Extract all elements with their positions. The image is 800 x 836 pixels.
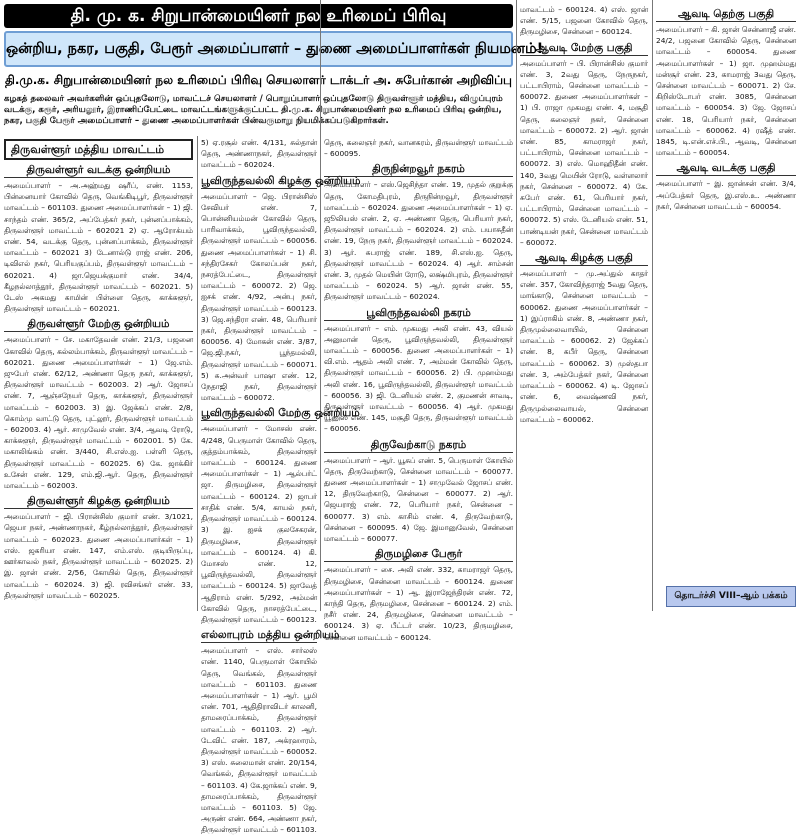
- section-heading: பூவிருந்தவல்லி கிழக்கு ஒன்றியம்: [201, 174, 361, 187]
- section-body: அமைப்பாளர் – பி. பிரான்சிஸ் குமார் எண். 3, 2வது தெரு, நேருநகர், பட்டாபிராம், சென்னை மாவட்டம் – 600072. துணை அமைப்பாளர்கள் – 1) பி. ராஜா முகமது எண். 4, மசூதி தெரு, கலைஞர் நகர், சென்னை மாவட்டம் – 600072. 2) ஆர். ஜான் எண். 85, காமராஜர் நகர், பட்டாபிராம், சென்னை மாவட்டம் – 600072. 3) எஸ். மொஹிதீன் எண். 140, 3வது மெயின் ரோடு, வள்ளலார் நகர், சென்னை – 600072. 4) கே. சுபேர் எண். 61, பெரியார் நகர், பட்டாபிராம், சென்னை மாவட்டம் – 600072. 5) எஸ். டேனியல் எண். 51, பாண்டியன் நகர், சென்னை மாவட்டம் – 600072.: [520, 58, 648, 247]
- column-2: [201, 137, 361, 835]
- headline: ஒன்றிய, நகர, பகுதி, பேரூர் அமைப்பாளர் – துணை அமைப்பாளர்கள் நியமனம்!: [4, 31, 513, 67]
- section-heading: திருவள்ளூர் வடக்கு ஒன்றியம்: [4, 163, 193, 178]
- section-heading: ஆவடி கிழக்கு பகுதி: [520, 251, 648, 266]
- section-body: அமைப்பாளர் – ஜெ. பிரான்சிஸ் சேவியர் எண். 7, பொன்னியம்மன் கோவில் தெரு, பாரிவாக்கம், பூவிருந்தவல்லி, திருவள்ளூர் மாவட்டம் – 600056. துணை அமைப்பாளர்கள் – 1) சி. சந்திரசேகர் கோலப்பன் நகர், நசரத்பேட்டை, திருவள்ளூர் மாவட்டம் – 600072. 2) ஜெ. ஐசக் எண். 4/92, அன்பு நகர், திருவள்ளூர் மாவட்டம் – 600123. 3) ஜெ.சந்திரா எண். 48, பெரியார் நகர், திருவள்ளூர் மாவட்டம் – 600056. 4) மோகன் எண். 3/87, ஜெ.ஜி.நகர், பூந்தமல்லி, திருவள்ளூர் மாவட்டம் – 600071. 5) சு.அன்வர் பாஷா எண். 12, நேதாஜி நகர், திருவள்ளூர் மாவட்டம் – 600072.: [201, 191, 317, 403]
- section-body: அமைப்பாளர் – ஆர். யூசுப் எண். 5, பெருமாள் கோயில் தெரு, திருவேற்காடு, சென்னை மாவட்டம் – 600077. துணை அமைப்பாளர்கள் – 1) சாமுவேல் ஜோசப் எண். 12, திருவேற்காடு, சென்னை – 600077. 2) ஆர். ஜெயராஜ் எண். 72, பெரியார் நகர், சென்னை – 600077. 3) எம். காசிம் எண். 4, திருவேற்காடு, சென்னை – 600095. 4) ஜே. இமானுவேல், சென்னை மாவட்டம் – 600077.: [324, 455, 513, 544]
- column-divider: [516, 0, 517, 611]
- section-body: அமைப்பாளர் – எம். முகமது அலி எண். 43, வியல் அனுமான் தெரு, பூவிருந்தவல்லி, திருவள்ளூர் மாவட்டம் – 600056. துணை அமைப்பாளர்கள் – 1) வி.எம். ஆதம் அலி எண். 7, அம்மன் கோவில் தெரு, திருவள்ளூர் மாவட்டம் – 600056. 2) பி. முஹம்மது அலி எண். 16, பூவிருந்தவல்லி, திருவள்ளூர் மாவட்டம் – 600056. 3) ஜி. டேனியல் எண். 2, குமணன் சாவடி, திருவள்ளூர் மாவட்டம் – 600056. 4) ஆர். முகமது யூனுஸ் எண். 145, மசூதி தெரு, திருவள்ளூர் மாவட்டம் – 600056.: [324, 323, 513, 434]
- section-body: அமைப்பாளர் – ஜி. பிரான்சிஸ் குமார் எண். 3/1021, ஜெயா நகர், அண்ணாநகர், கீழ்நல்லாத்தூர், திருவள்ளூர் மாவட்டம் – 602023. துணை அமைப்பாளர்கள் – 1) எஸ். ஜகரியா எண். 147, எம்.எஸ். குடியிருப்பு, ஊர்காவல் நகர், திருவள்ளூர் மாவட்டம் – 602025. 2) இ. ஜான் எண். 2/56, கோயில் தெரு, திருவள்ளூர் மாவட்டம் – 602024. 3) ஜி. ரவிசங்கர் எண். 33, திருவள்ளூர் மாவட்டம் – 602025.: [4, 512, 193, 600]
- section-heading: திருமழிசை பேரூர்: [324, 547, 513, 562]
- section-heading: ஆவடி தெற்கு பகுதி: [656, 7, 796, 22]
- section-heading: பூவிருந்தவல்லி நகரம்: [324, 306, 513, 321]
- column-4: [520, 4, 648, 607]
- section-body: அமைப்பாளர் – மு.அப்துல் காதர் எண். 357, கோவிந்தராஜ் 5வது தெரு, மாங்காடு, சென்னை மாவட்டம் – 600062. துணை அமைப்பாளர்கள் – 1) இப்ராகிம் எண். 8, அண்ணா நகர், திருமுல்லைவாயில், சென்னை மாவட்டம் – 600062. 2) ஜேக்கப் எண். 8, கபீர் தெரு, சென்னை மாவட்டம் – 600062. 3) முஸ்தபா எண். 3, அம்பேத்கர் நகர், சென்னை மாவட்டம் – 600062. 4) டி. ஜோசப் எண். 6, வைஷ்ணவி நகர், திருமுல்லைவாயல், சென்னை மாவட்டம் – 600062.: [520, 269, 648, 424]
- section-body: அமைப்பாளர் – கி. ஜான் சென்னாஜீ எண். 24/2, பஜனை கோவில் தெரு, சென்னை மாவட்டம் – 600054. துணை அமைப்பாளர்கள் – 1) ஜா. முஹம்மது மன்சூர் எண். 23, காமராஜ் 3வது தெரு, சென்னை மாவட்டம் – 600071. 2) சே. கிறிஸ்டோபர் எண். 3085, சென்னை மாவட்டம் – 600054. 3) ஜே. ஜோசப் எண். 18, பெரியார் நகர், சென்னை மாவட்டம் – 600062. 4) ரஷீத் எண். 1845, டி.என்.எச்.பி., ஆவடி, சென்னை மாவட்டம் – 600054.: [656, 25, 796, 158]
- section-body: 5) ஏ.ரசூல் எண். 4/131, சுல்தான் தெரு, அண்ணாநகர், திருவள்ளூர் மாவட்டம் – 602024.: [201, 138, 317, 170]
- page-title: தி. மு. க. சிறுபான்மையினர் நல உரிமைப் பிரிவு: [4, 4, 513, 28]
- column-1: [4, 135, 193, 607]
- section-body: மாவட்டம் – 600124. 4) எஸ். ஜான் எண். 5/15, பஜனை கோவில் தெரு, திருமழிசை, சென்னை – 600124.: [520, 5, 648, 37]
- section-heading: எல்லாபுரம் மத்திய ஒன்றியம்: [201, 629, 340, 642]
- section-body: தெரு, கலைஞர் நகர், வானகரம், திருவள்ளூர் மாவட்டம் – 600095.: [324, 138, 513, 159]
- section-heading: திருவள்ளூர் மேற்கு ஒன்றியம்: [4, 317, 193, 332]
- section-body: அமைப்பாளர் – எஸ். சார்லஸ் எண். 1140, பெருமாள் கோயில் தெரு, வெங்கல், திருவள்ளூர் மாவட்டம் – 601103. துணை அமைப்பாளர்கள் – 1) ஆர். பூமி எண். 701, ஆதிதிராவிடர் காலனி, தாமரைப்பாக்கம், திருவள்ளூர் மாவட்டம் – 601103. 2) ஆர். டேவிட் எண். 187, அக்ரஹாரம், திருவள்ளூர் மாவட்டம் – 600052. 3) எஸ். சுலைமான் எண். 20/154, வெங்கல், திருவள்ளூர் மாவட்டம் – 601103. 4) கே.ஜாக்கப் எண். 9, தாமரைப்பாக்கம், திருவள்ளூர் மாவட்டம் – 601103. 5) ஜே. அருண் எண். 664, அண்ணா நகர், திருவள்ளூர் மாவட்டம் – 601103.: [201, 646, 317, 835]
- section-body: அமைப்பாளர் – எஸ்.ஜெசிந்தா எண். 19, முதல் குறுக்கு தெரு, கோமதிபுரம், திருநின்றவூர், திருவள்ளூர் மாவட்டம் – 602024. துணை அமைப்பாளர்கள் – 1) ஏ. ஜூலியஸ் எண். 2, ஏ. அண்ணா தெரு, பெரியார் நகர், திருவள்ளூர் மாவட்டம் – 602024. 2) எம். பயாசுதீன் எண். 19, நேரு நகர், திருவள்ளூர் மாவட்டம் – 602024. 3) ஆர். சுபராஜ் எண். 189, சி.எஸ்.ஐ. தெரு, திருவள்ளூர் மாவட்டம் – 602024. 4) ஆர். சாம்சன் எண். 3, முதல் மெயின் ரோடு, லக்ஷ்மிபுரம், திருவள்ளூர் மாவட்டம் – 602024. 5) ஆர். ஜான் எண். 55, திருவள்ளூர் மாவட்டம் – 602024.: [324, 180, 513, 302]
- section-heading: திருவேற்காடு நகரம்: [324, 438, 513, 453]
- column-3: [324, 137, 513, 642]
- section-body: அமைப்பாளர் – அ.அஹ்மது ஷரீப், எண். 1153, பின்னையார் கோவில் தெரு, வெங்கிடிபூர், திருவள்ளூர் மாவட்டம் – 601103. துணை அமைப்பாளர்கள் – 1) ஜி. சாந்தம் எண். 365/2, அப்பேத்கர் நகர், புன்னப்பாக்கம், திருவள்ளூர் மாவட்டம் – 602021 2) ஏ. ஆரோக்யம் எண். 54, வடக்கு தெரு, புன்னப்பாக்கம், திருவள்ளூர் மாவட்டம் – 602021 3) டேனால்டு ராஜ் எண். 206, டிவிஎல் நகர், பெரியகுப்பம், திருவள்ளூர் மாவட்டம் – 602021. 4) ஜா.ஜெயக்குமார் எண். 34/4, கீழநல்லாத்தூர், திருவள்ளூர் மாவட்டம் – 602021. 5) டேஸ் அகமது காமின் பிள்ளை தெரு, காக்களூர், திருவள்ளூர் மாவட்டம் – 602021.: [4, 181, 193, 314]
- section-body: அமைப்பாளர் – சை. அலி எண். 332, காமராஜர் தெரு, திருமழிசை, சென்னை மாவட்டம் – 600124. துணை அமைப்பாளர்கள் – 1) ஆ. இராஜேந்திரன் எண். 72, காந்தி தெரு, திருமழிசை, சென்னை – 600124. 2) எம். நசீர் எண். 24, திருமழிசை, சென்னை மாவட்டம் – 600124. 3) ஏ. பீட்டர் எண். 10/23, திருமழிசை, சென்னை மாவட்டம் – 600124.: [324, 565, 513, 642]
- column-divider: [197, 136, 198, 611]
- column-divider: [320, 0, 321, 611]
- column-divider: [652, 0, 653, 611]
- section-heading: திருவள்ளூர் கிழக்கு ஒன்றியம்: [4, 494, 193, 509]
- section-heading: திருநின்றவூர் நகரம்: [324, 162, 513, 177]
- column-5: [656, 4, 796, 583]
- district-heading: திருவள்ளூர் மத்திய மாவட்டம்: [4, 139, 193, 160]
- intro-paragraph: கழகத் தலைவர் அவர்களின் ஒப்புதலோடு, மாவட்டச் செயலாளர் / பொறுப்பாளர் ஒப்புதலோடு திருவள்ளூர் மத்திய, விழுப்புரம் வடக்கு, கரூர், அரியலூர், இராணிப்பேட்டை மாவட்டங்களுக்குட்பட்ட தி.மு.க. சிறுபான்மையினர் நல உரிமைப் பிரிவு ஒன்றிய, நகர, பகுதி பேரூர் அமைப்பாளர் – துணை அமைப்பாளர்கள் பின்வருமாறு நியமிக்கப்படுகிறார்கள்.: [4, 94, 503, 126]
- subheadline: தி.மு.க. சிறுபான்மையினர் நல உரிமைப் பிரிவு செயலாளர் டாக்டர் அ. சுபேர்கான் அறிவிப்பு: [5, 73, 512, 87]
- section-heading: ஆவடி வடக்கு பகுதி: [656, 161, 796, 176]
- continued-on-page-label: தொடர்ச்சி VIII–ஆம் பக்கம்: [666, 586, 796, 607]
- section-body: அமைப்பாளர் – சே. மகாதேவன் எண். 21/3, பஜனை கோவில் தெரு, கல்லம்பாக்கம், திருவள்ளூர் மாவட்டம் – 602021. துணை அமைப்பாளர்கள் – 1) ஜே.எம். ஜுபேர் எண். 62/12, அண்ணா தெரு நகர், காக்களூர், திருவள்ளூர் மாவட்டம் – 602003. 2) ஆர். ஜோசப் எண். 7, ஆஞ்சநேயர் தெரு, காக்களூர், திருவள்ளூர் மாவட்டம் – 602003. 3) இ. ஜேக்கப் எண். 2/8, கொம்மு வாட்டு தெரு, புட்லூர், திருவள்ளூர் மாவட்டம் – 602003. 4) ஆர். சாமுவேல் எண். 3/4, ஆவடி ரோடு, காக்களூர், திருவள்ளூர் மாவட்டம் – 602001. 5) கே. மகாலிங்கம் எண். 3/440, சி.எஸ்.ஐ. பள்ளி தெரு, திருவள்ளூர் மாவட்டம் – 602025. 6) கே. ஜாக்கிர் உசேன் எண். 129, எம்.ஜி.ஆர். தெரு, திருவள்ளூர் மாவட்டம் – 602003.: [4, 335, 193, 491]
- section-heading: பூவிருந்தவல்லி மேற்கு ஒன்றியம்: [201, 407, 360, 420]
- section-heading: ஆவடி மேற்கு பகுதி: [520, 41, 648, 56]
- section-body: அமைப்பாளர் – மோசஸ் எண். 4/248, பெருமாள் கோவில் தெரு, குத்தம்பாக்கம், திருவள்ளூர் மாவட்டம் – 600124. துணை அமைப்பாளர்கள் – 1) ஆல்பர்ட் ஜா. திருமழிசை, திருவள்ளூர் மாவட்டம் – 600124. 2) ஜாபர் சாதிக் எண். 5/4, காயல் நகர், திருவள்ளூர் மாவட்டம் – 600124. 3) இ. ஐசக் குலசேகரன், திருமழிசை, திருவள்ளூர் மாவட்டம் – 600124. 4) கி. மோசஸ் எண். 12, பூவிருந்தவல்லி, திருவள்ளூர் மாவட்டம் – 600124. 5) ஜாவேத் ஆதிராம் எண். 5/292, அம்மன் கோவில் தெரு, நாசரத்பேட்டை, திருவள்ளூர் மாவட்டம் – 600123.: [201, 424, 317, 624]
- section-body: அமைப்பாளர் – இ. ஜான்சன் எண். 3/4, அப்பேத்கர் தெரு, இ.எஸ்.உ. அண்ணா நகர், சென்னை மாவட்டம் – 600054.: [656, 179, 796, 211]
